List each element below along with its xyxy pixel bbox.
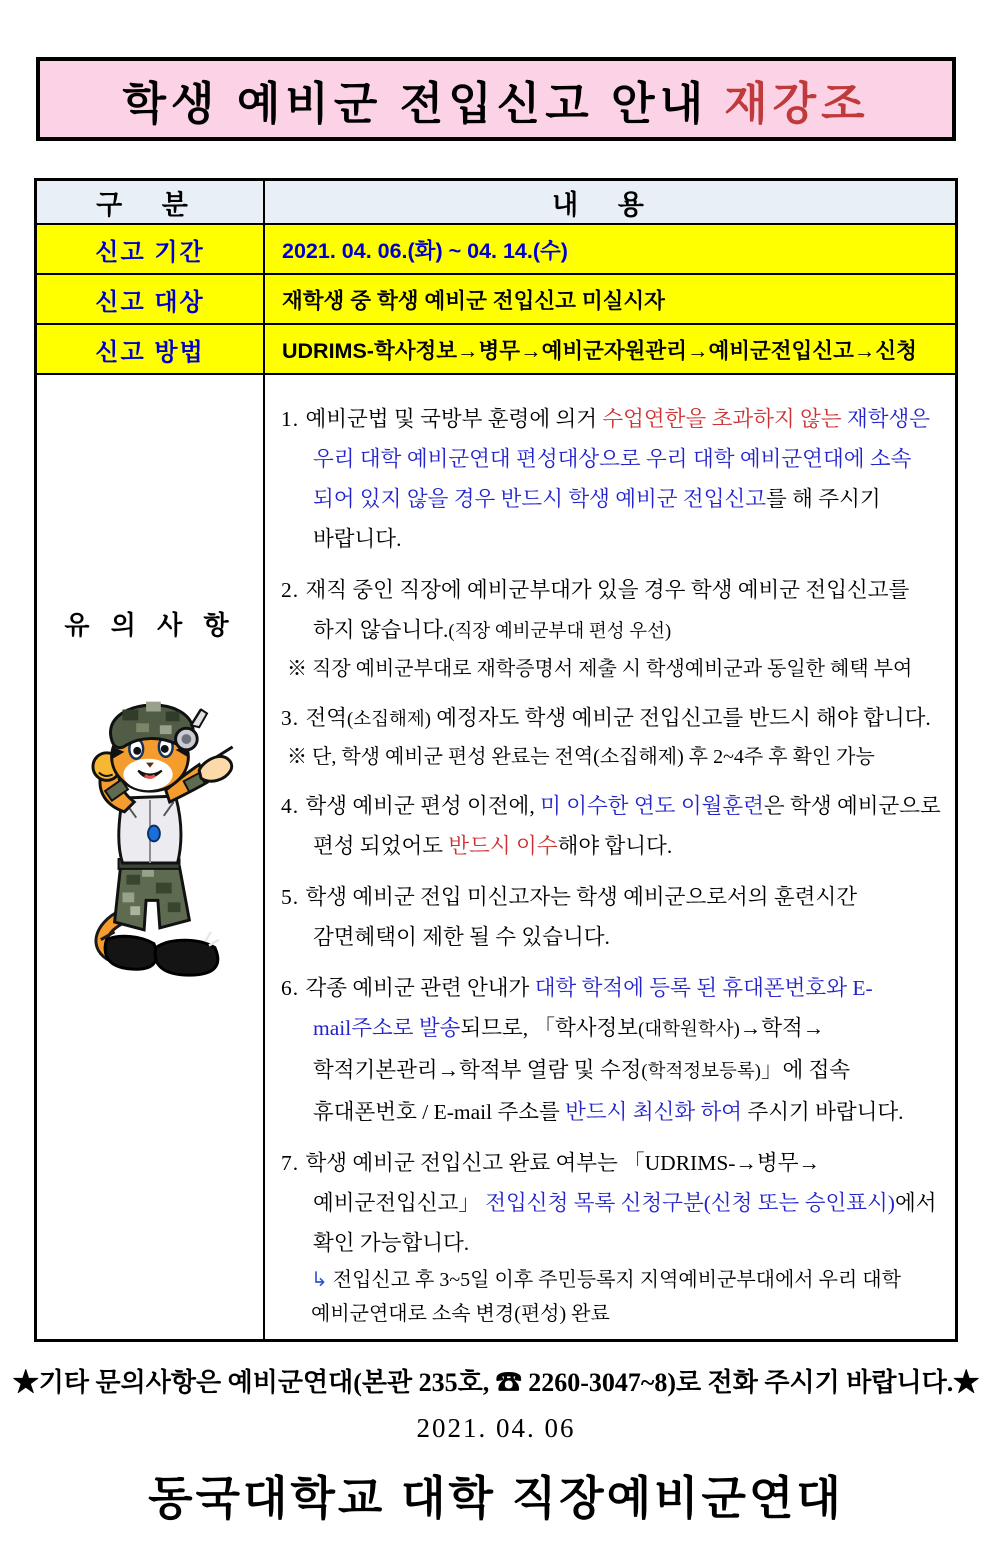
note-text-segment: (직장 예비군부대 편성 우선) xyxy=(448,622,672,642)
note-text-segment: ※ 직장 예비군부대로 재학증명서 제출 시 학생예비군과 동일한 혜택 부여 xyxy=(287,658,913,680)
note-text-segment: 전입신청 목록 신청구분(신청 또는 승인표시) xyxy=(485,1191,895,1215)
note-subitem xyxy=(311,1263,945,1331)
note-text-segment: 학생 예비군 전입 미신고자는 학생 예비군으로서의 훈련시간 감면혜택이 제한 될 수 있습니다. xyxy=(305,885,857,949)
document-page xyxy=(0,57,992,1558)
title-banner xyxy=(36,57,956,141)
note-item xyxy=(281,877,945,957)
organization-title: 동국대학교 대학 직장예비군연대 xyxy=(148,1472,844,1524)
note-text-segment: 수업연한을 초과하지 않는 xyxy=(602,407,847,431)
row-label: 신고 방법 xyxy=(37,325,265,373)
note-text-segment: (소집해제) xyxy=(347,710,431,730)
note-subitem xyxy=(287,740,945,775)
row-value: 재학생 중 학생 예비군 전입신고 미실시자 xyxy=(282,288,665,313)
table-row-notice xyxy=(37,373,955,1339)
note-subitem xyxy=(287,652,945,687)
note-text-segment: (대학원학사) xyxy=(638,1020,740,1040)
page-title-highlight: 재강조 xyxy=(724,77,870,129)
note-item xyxy=(281,570,945,687)
note-text-segment: 각종 예비군 관련 안내가 xyxy=(305,976,535,1000)
note-text-segment: 」에 접속 휴대폰번호 / E-mail 주소를 xyxy=(313,1058,851,1124)
date-line: 2021. 04. 06 xyxy=(416,1413,576,1443)
table-row-period xyxy=(37,223,955,273)
note-text-segment: (학적정보등록) xyxy=(641,1062,761,1082)
note-number: 6. xyxy=(281,976,306,1000)
note-item xyxy=(281,698,945,775)
note-item xyxy=(281,399,945,559)
note-text-segment: 반드시 이수 xyxy=(448,834,558,858)
note-text-segment: →학적→학적기본관리→학적부 열람 및 수정 xyxy=(313,1016,825,1082)
note-text-segment: 예정자도 학생 예비군 전입신고를 반드시 해야 합니다. xyxy=(430,706,931,730)
note-text-segment: 에서 확인 가능합니다. xyxy=(313,1191,937,1255)
note-text-segment: ※ 단, 학생 예비군 편성 완료는 전역(소집해제) 후 2~4주 후 확인 가능 xyxy=(287,746,875,768)
note-item xyxy=(281,968,945,1132)
table-row-target xyxy=(37,273,955,323)
row-value: 2021. 04. 06.(화) ~ 04. 14.(수) xyxy=(282,238,568,263)
table-header-row xyxy=(37,181,955,223)
note-item xyxy=(281,1143,945,1331)
note-number: 7. xyxy=(281,1151,306,1175)
note-text-segment: 대학 학적에 등록 된 휴대폰번호와 E-mail주소로 발송 xyxy=(313,976,873,1040)
note-text-segment: 은 학생 예비군으로 편성 되었어도 xyxy=(313,794,941,858)
note-item xyxy=(281,786,945,866)
row-label: 신고 대상 xyxy=(37,275,265,323)
note-number: 2. xyxy=(281,578,306,602)
notice-label: 유 의 사 항 xyxy=(64,610,236,640)
info-table xyxy=(34,178,958,1342)
note-text-segment: 미 이수한 연도 이월훈련 xyxy=(540,794,764,818)
note-text-segment: 전입신고 후 3~5일 이후 주민등록지 지역예비군부대에서 우리 대학 예비군연대로 소속 변경(편성) 완료 xyxy=(311,1269,901,1325)
row-label: 신고 기간 xyxy=(37,225,265,273)
note-number: 5. xyxy=(281,885,306,909)
note-text-segment: ↳ xyxy=(311,1269,333,1291)
contact-line: ★기타 문의사항은 예비군연대(본관 235호, ☎ 2260-3047~8)로 전화 주시기 바랍니다.★ xyxy=(12,1368,980,1397)
note-text-segment: 재학생은 우리 대학 예비군연대 편성대상으로 우리 대학 예비군연대에 소속 되어 있지 않을 경우 반드시 학생 예비군 전입신고 xyxy=(313,407,931,511)
page-title: 학생 예비군 전입신고 안내 xyxy=(122,77,709,129)
table-row-method xyxy=(37,323,955,373)
row-value: UDRIMS-학사정보→병무→예비군자원관리→예비군전입신고→신청 xyxy=(282,338,917,363)
note-number: 1. xyxy=(281,407,306,431)
note-text-segment: 되므로, 「학사정보 xyxy=(460,1016,639,1040)
note-text-segment: 학생 예비군 편성 이전에, xyxy=(305,794,541,818)
note-number: 3. xyxy=(281,706,306,730)
note-text-segment: 학생 예비군 전입신고 완료 여부는 「UDRIMS-→병무→예비군전입신고」 xyxy=(305,1151,820,1215)
mascot-svg xyxy=(61,682,239,982)
note-text-segment: 해야 합니다. xyxy=(557,834,673,858)
tiger-soldier-mascot-icon xyxy=(61,682,239,987)
header-col-category: 구 분 xyxy=(37,181,265,223)
note-text-segment: 재직 중인 직장에 예비군부대가 있을 경우 학생 예비군 전입신고를 하지 않습니다. xyxy=(305,578,910,642)
notes-list xyxy=(265,375,955,1339)
note-text-segment: 전역 xyxy=(305,706,348,730)
note-text-segment: 예비군법 및 국방부 훈령에 의거 xyxy=(305,407,603,431)
note-number: 4. xyxy=(281,794,306,818)
header-col-content: 내 용 xyxy=(552,189,660,220)
note-text-segment: 반드시 최신화 하여 xyxy=(565,1100,743,1124)
note-text-segment: 를 해 주시기 바랍니다. xyxy=(313,487,881,551)
note-text-segment: 주시기 바랍니다. xyxy=(742,1100,904,1124)
notice-label-cell xyxy=(37,375,265,1339)
